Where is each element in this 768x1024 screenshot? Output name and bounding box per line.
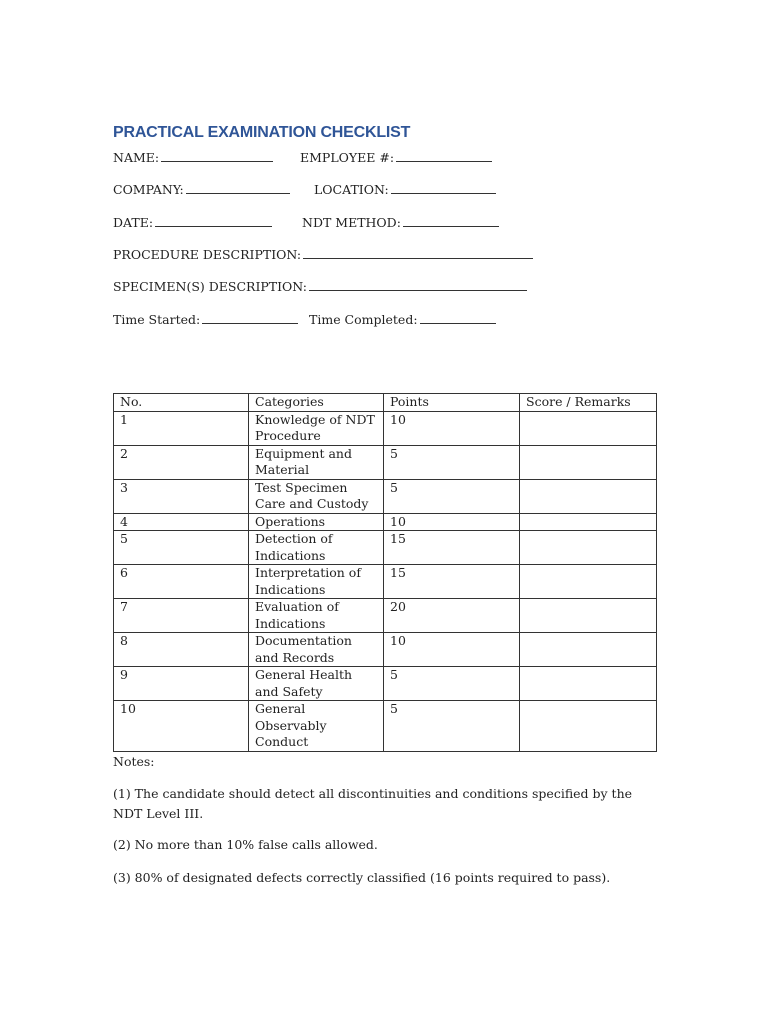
row-points: 5 (384, 479, 520, 513)
row-points: 15 (384, 565, 520, 599)
row-points: 5 (384, 667, 520, 701)
row-number: 4 (114, 513, 249, 531)
row-category: General Health and Safety (249, 667, 384, 701)
table-row (114, 599, 657, 633)
name-field[interactable] (161, 150, 273, 162)
location-field-group (314, 182, 496, 198)
row-points: 10 (384, 633, 520, 667)
row-category: Operations (249, 513, 384, 531)
specimen-row (113, 279, 527, 295)
row-points: 15 (384, 531, 520, 565)
row-remarks-cell[interactable] (520, 633, 657, 667)
company-label: COMPANY: (113, 182, 184, 197)
row-category: Knowledge of NDT Procedure (249, 411, 384, 445)
row-number: 9 (114, 667, 249, 701)
row-number: 8 (114, 633, 249, 667)
table-row (114, 667, 657, 701)
table-header-row (114, 394, 657, 412)
row-category: Interpretation of Indications (249, 565, 384, 599)
name-employee-row (113, 150, 395, 166)
row-number: 7 (114, 599, 249, 633)
row-number: 2 (114, 445, 249, 479)
name-label: NAME: (113, 150, 160, 165)
row-category: Documentation and Records (249, 633, 384, 667)
page-title: PRACTICAL EXAMINATION CHECKLIST (113, 124, 411, 141)
date-label: DATE: (113, 215, 154, 230)
location-label: LOCATION: (314, 182, 389, 197)
row-category: General Observably Conduct (249, 701, 384, 752)
row-remarks-cell[interactable] (520, 513, 657, 531)
employee-label: EMPLOYEE #: (300, 150, 395, 165)
note-item: (1) The candidate should detect all discontinuities and conditions specified by the NDT Level III. (113, 786, 633, 821)
table-row (114, 565, 657, 599)
table-row (114, 411, 657, 445)
specimen-label: SPECIMEN(S) DESCRIPTION: (113, 279, 308, 294)
procedure-row (113, 247, 533, 263)
row-category: Equipment and Material (249, 445, 384, 479)
row-number: 3 (114, 479, 249, 513)
row-number: 10 (114, 701, 249, 752)
date-method-row (113, 215, 401, 231)
time-started-field[interactable] (202, 312, 298, 324)
score-table (113, 393, 657, 752)
header-score-remarks: Score / Remarks (520, 394, 657, 412)
row-remarks-cell[interactable] (520, 411, 657, 445)
date-field[interactable] (155, 215, 272, 227)
procedure-field[interactable] (303, 247, 533, 259)
row-points: 10 (384, 513, 520, 531)
table-row (114, 445, 657, 479)
table-row (114, 513, 657, 531)
row-remarks-cell[interactable] (520, 599, 657, 633)
row-remarks-cell[interactable] (520, 531, 657, 565)
table-row (114, 633, 657, 667)
table-row (114, 701, 657, 752)
row-points: 20 (384, 599, 520, 633)
ndt-method-label: NDT METHOD: (302, 215, 401, 230)
row-category: Detection of Indications (249, 531, 384, 565)
row-number: 5 (114, 531, 249, 565)
row-remarks-cell[interactable] (520, 667, 657, 701)
row-remarks-cell[interactable] (520, 445, 657, 479)
time-completed-field-group (309, 312, 496, 328)
header-categories: Categories (249, 394, 384, 412)
row-remarks-cell[interactable] (520, 565, 657, 599)
time-completed-label: Time Completed: (309, 312, 418, 327)
specimen-field[interactable] (309, 279, 527, 291)
row-category: Test Specimen Care and Custody (249, 479, 384, 513)
company-field[interactable] (186, 182, 290, 194)
employee-field-group (300, 150, 492, 166)
ndt-method-field-group (302, 215, 499, 231)
row-points: 5 (384, 701, 520, 752)
row-points: 10 (384, 411, 520, 445)
note-item: (2) No more than 10% false calls allowed. (113, 837, 378, 852)
company-location-row (113, 182, 389, 198)
procedure-label: PROCEDURE DESCRIPTION: (113, 247, 302, 262)
time-completed-field[interactable] (420, 312, 496, 324)
table-row (114, 479, 657, 513)
row-remarks-cell[interactable] (520, 701, 657, 752)
notes-heading: Notes: (113, 754, 155, 769)
note-item: (3) 80% of designated defects correctly classified (16 points required to pass). (113, 870, 611, 885)
header-no: No. (114, 394, 249, 412)
row-remarks-cell[interactable] (520, 479, 657, 513)
employee-field[interactable] (396, 150, 492, 162)
row-number: 1 (114, 411, 249, 445)
row-category: Evaluation of Indications (249, 599, 384, 633)
table-row (114, 531, 657, 565)
row-points: 5 (384, 445, 520, 479)
time-started-label: Time Started: (113, 312, 201, 327)
ndt-method-field[interactable] (403, 215, 499, 227)
location-field[interactable] (391, 182, 496, 194)
time-row (113, 312, 418, 328)
header-points: Points (384, 394, 520, 412)
row-number: 6 (114, 565, 249, 599)
